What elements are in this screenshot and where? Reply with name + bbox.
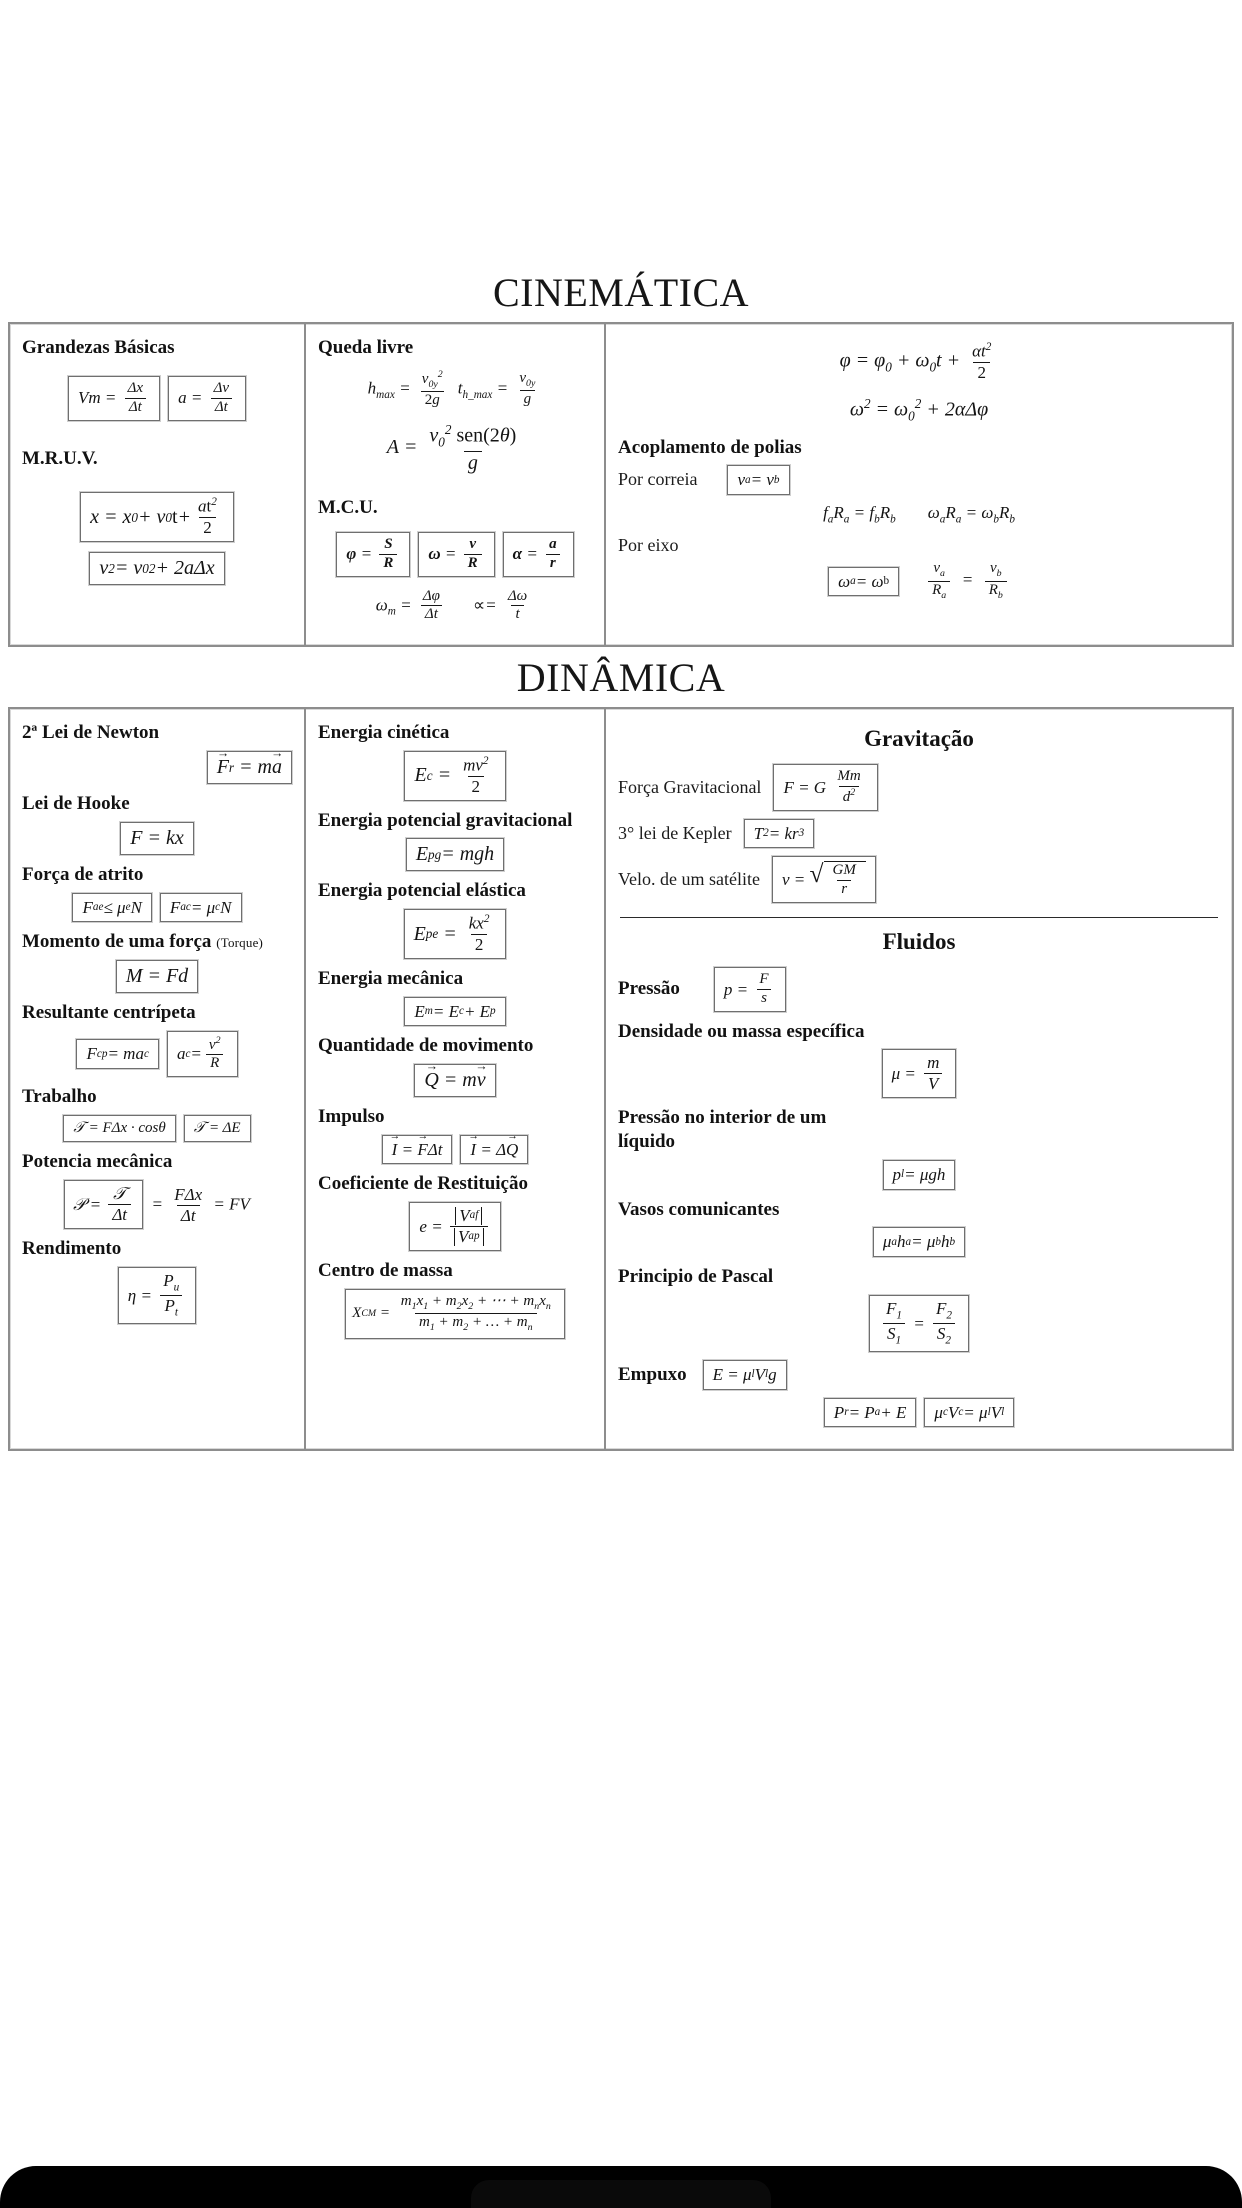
formula-kepler: T 2 = kr 3 (744, 819, 815, 849)
formula-momento: M = Fd (116, 960, 198, 993)
formula-row (618, 1398, 1220, 1428)
formula-velocidade-angular: ω = $\frac{v}{R}$ (418, 532, 494, 577)
section-divider (620, 917, 1218, 918)
heading-pressao-interior-line2: líquido (618, 1131, 676, 1153)
formula-alcance: A = $\frac{v_0^2 sen(2\theta)}{g}$ (386, 422, 517, 474)
cinematica-column-2 (306, 324, 606, 645)
formula-row (618, 1360, 1220, 1390)
formula-row (22, 492, 292, 542)
formula-row (22, 1115, 292, 1142)
formula-vasos-comunicantes: μ a h a = μ b h b (873, 1227, 965, 1257)
formula-row (318, 909, 592, 959)
heading-energia-mecanica: Energia mecânica (318, 967, 464, 989)
formula-impulso-forca: I → = F → Δt (382, 1135, 453, 1165)
heading-momento-forca (22, 930, 292, 954)
formula-row (310, 1289, 600, 1339)
heading-centro-massa: Centro de massa (318, 1260, 453, 1282)
heading-gravitacao: Gravitação (864, 726, 974, 752)
heading-queda-livre: Queda livre (318, 337, 414, 358)
formula-correia-frequencia: $f_aR_a = f_bR_b$ (823, 502, 896, 526)
formula-hooke: F = kx (120, 822, 193, 855)
formula-velocidade-satelite: v = √ $\frac{GM}{r}$ (772, 856, 876, 903)
cinematica-column-1 (10, 324, 306, 645)
formula-row (618, 465, 1220, 495)
heading-energia-cinetica: Energia cinética (318, 722, 450, 744)
section-title-dinamica: DINÂMICA (516, 655, 726, 701)
formula-trabalho-forca: 𝒯 = FΔx · cosθ (63, 1115, 175, 1142)
heading-fluidos: Fluidos (882, 929, 956, 955)
formula-energia-potencial-gravitacional: E pg = mgh (406, 838, 504, 871)
formula-posicao-mruv: x = x 0 + v 0 t + $\frac{at^2}{2}$ (80, 492, 234, 542)
formula-segunda-lei: F → r = m a → (207, 751, 292, 784)
formula-eixo-razao: $\frac{v_a}{R_a}$ = $\frac{v_b}{R_b}$ (925, 561, 1010, 601)
formula-torricelli-angular: $\omega^2 = \omega_0^2 + 2\alpha\Delta\varphi$ (849, 395, 989, 424)
formula-centro-massa: X CM = $\frac{m_1x_1 + m_2x_2 + \cdots + m_nx_n}{m_1 + m_2 + \dots + m_n}$ (345, 1289, 565, 1339)
heading-energia-potencial-elastica: Energia potencial elástica (318, 880, 526, 902)
label-forca-gravitacional: Força Gravitacional (618, 776, 762, 797)
device-home-indicator (471, 2180, 771, 2208)
formula-row (22, 822, 292, 855)
heading-pressao-interior-line1: Pressão no interior de um (618, 1107, 827, 1129)
formula-row (618, 1295, 1220, 1353)
formula-trabalho-energia: 𝒯 = ΔE (184, 1115, 251, 1142)
formula-row (318, 423, 592, 474)
heading-densidade: Densidade ou massa específica (618, 1020, 865, 1042)
heading-quantidade-movimento: Quantidade de movimento (318, 1035, 534, 1057)
heading-mcu: M.C.U. (318, 496, 378, 518)
heading-trabalho: Trabalho (22, 1086, 97, 1108)
formula-fase-angular: φ = $\frac{S}{R}$ (336, 532, 410, 577)
heading-mruv: M.R.U.V. (22, 447, 98, 469)
formula-aceleracao-media: a = $\frac{\Delta v}{\Delta t}$ (168, 376, 246, 421)
formula-pascal: $\frac{F_1}{S_1}$ = $\frac{F_2}{S_2}$ (869, 1295, 969, 1353)
formula-energia-cinetica: E c = $\frac{mv^2}{2}$ (404, 751, 505, 801)
heading-impulso: Impulso (318, 1105, 385, 1127)
formula-correia-omega: $\omega_aR_a = \omega_bR_b$ (927, 502, 1015, 526)
heading-resultante-centripeta: Resultante centrípeta (22, 1001, 196, 1023)
formula-row (618, 856, 1220, 903)
formula-row (22, 751, 292, 784)
section-title-cinematica: CINEMÁTICA (492, 270, 750, 315)
heading-energia-potencial-gravitacional: Energia potencial gravitacional (318, 809, 573, 831)
formula-pressao: p = $\frac{F}{s}$ (714, 967, 786, 1012)
heading-coeficiente-restituicao: Coeficiente de Restituição (318, 1173, 528, 1195)
formula-quantidade-movimento: Q → = m v → (414, 1064, 495, 1097)
formula-fase-mcuv: $\varphi = \varphi_0 + \omega_0t$ + $\frac{\alpha t^2}{2}$ (839, 341, 992, 382)
formula-row (22, 1180, 292, 1229)
heading-forca-atrito: Força de atrito (22, 863, 144, 885)
formula-potencia: 𝒫 = $\frac{\text{𝒯}}{\Delta t}$ = $\frac{\text{FΔx}}{\Delta t}$ = FV (64, 1180, 250, 1229)
formula-row (318, 751, 592, 801)
formula-torricelli: v 2 = v 0 2 + 2aΔx (89, 552, 224, 585)
dinamica-column-2 (306, 709, 606, 1449)
formula-aceleracao-angular: α = $\frac{a}{r}$ (503, 532, 574, 577)
heading-acoplamento-polias: Acoplamento de polias (618, 436, 802, 458)
formula-row (318, 997, 592, 1027)
heading-torque-note: (Torque) (216, 935, 264, 951)
formula-densidade: μ = $\frac{m}{V}$ (882, 1049, 957, 1098)
formula-correia-velocidade: v a = v b (727, 465, 789, 495)
formula-omega-medio: $\omega_m$ = $\frac{\Delta\varphi}{\Delta t}$ (375, 587, 440, 623)
heading-2a-lei-newton: 2ª Lei de Newton (22, 722, 160, 744)
formula-tempo-altura-maxima: $t_{h\_max}$ = $\frac{v_{0y}}{g}$ (457, 369, 536, 408)
dinamica-column-1 (10, 709, 306, 1449)
formula-row (618, 561, 1220, 601)
formula-row (318, 1064, 592, 1097)
formula-row (22, 552, 292, 585)
formula-forca-centripeta: F cp = ma c (76, 1039, 158, 1069)
formula-row (618, 1049, 1220, 1098)
formula-altura-maxima: $h_{max}$ = $\frac{v_{0y}^2}{2g}$ (367, 368, 443, 409)
formula-row (618, 1160, 1220, 1190)
label-empuxo: Empuxo (618, 1364, 687, 1385)
heading-pressao-interior (618, 1106, 1220, 1154)
formula-row (318, 838, 592, 871)
formula-atrito-estatico: F ae ≤ μ e N (72, 893, 151, 923)
formula-peso-aparente: P r = P a + E (824, 1398, 917, 1428)
formula-velocidade-media: Vm = $\frac{\Delta x}{\Delta t}$ (68, 376, 160, 421)
formula-row (618, 764, 1220, 811)
formula-row (618, 819, 1220, 849)
dinamica-column-3 (606, 709, 1232, 1449)
dinamica-table (8, 707, 1234, 1451)
formula-coeficiente-restituicao: e = V af V ap (409, 1202, 500, 1251)
formula-pressao-hidrostatica: p l = μgh (883, 1160, 956, 1190)
formula-row (618, 396, 1220, 424)
heading-principio-pascal: Principio de Pascal (618, 1265, 774, 1287)
formula-aceleracao-angular-media: ∝= $\frac{\Delta\omega}{t}$ (472, 587, 528, 623)
label-velocidade-satelite: Velo. de um satélite (618, 869, 760, 890)
formula-row (318, 1135, 592, 1165)
heading-grandezas-basicas: Grandezas Básicas (22, 337, 175, 358)
heading-momento-text: Momento de uma força (22, 931, 212, 953)
formula-row (22, 1031, 292, 1078)
formula-sheet-body (0, 268, 1242, 1451)
formula-row (618, 1227, 1220, 1257)
cinematica-column-3 (606, 324, 1232, 645)
formula-forca-gravitacional: F = G $\frac{Mm}{d^2}$ (773, 764, 877, 811)
formula-row (318, 1202, 592, 1251)
formula-row (318, 589, 592, 624)
formula-aceleracao-centripeta: a c = $\frac{v^2}{R}$ (167, 1031, 238, 1078)
formula-row (22, 1267, 292, 1325)
formula-rendimento: η = $\frac{P_u}{P_t}$ (118, 1267, 196, 1325)
formula-row (22, 893, 292, 923)
formula-eixo-omega: ω a = ω b (828, 567, 899, 597)
label-kepler: 3° lei de Kepler (618, 822, 732, 843)
label-por-eixo: Por eixo (618, 535, 679, 556)
formula-energia-potencial-elastica: E pe = $\frac{kx^2}{2}$ (404, 909, 507, 959)
heading-vasos-comunicantes: Vasos comunicantes (618, 1198, 780, 1220)
heading-lei-hooke: Lei de Hooke (22, 793, 130, 815)
formula-row (618, 342, 1220, 382)
formula-energia-mecanica: E m = E c + E p (404, 997, 505, 1027)
formula-row (22, 376, 292, 421)
label-por-correia: Por correia (618, 469, 698, 490)
device-bottom-bezel (0, 2166, 1242, 2208)
heading-rendimento: Rendimento (22, 1238, 122, 1260)
label-pressao: Pressão (618, 978, 680, 1000)
formula-impulso-momento: I → = Δ Q → (460, 1135, 528, 1165)
formula-flutuacao: μ c V c = μ l V l (924, 1398, 1014, 1428)
formula-row (618, 503, 1220, 526)
heading-potencia-mecanica: Potencia mecânica (22, 1151, 173, 1173)
formula-atrito-cinetico: F ac = μ c N (160, 893, 242, 923)
formula-row (318, 370, 592, 409)
formula-empuxo: E = μ l V l g (703, 1360, 787, 1390)
formula-row (618, 967, 1220, 1012)
cinematica-table (8, 322, 1234, 647)
formula-row (22, 960, 292, 993)
formula-row (318, 532, 592, 577)
